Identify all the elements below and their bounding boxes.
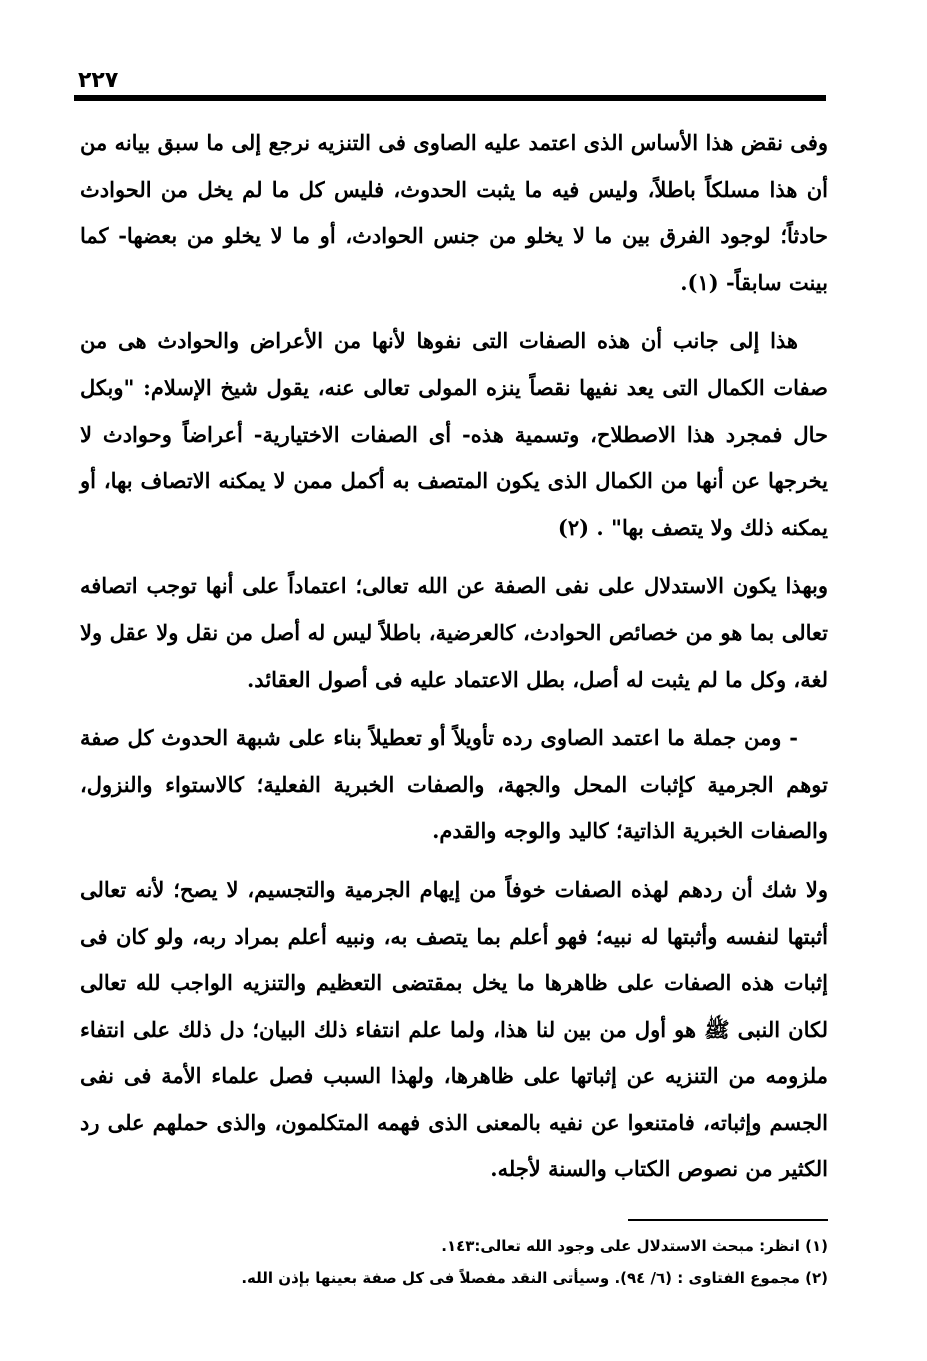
paragraph-1: وفى نقض هذا الأساس الذى اعتمد عليه الصاوى فى التنزيه نرجع إلى ما سبق بيانه من أن هذا مسلكاً باطلاً، وليس فيه ما يثبت الحدوث، فليس كل ما لم يخل من الحوادث حادثاً؛ لوجود الفرق بين ما لا يخلو من جنس الحوادث، أو ما لا يخلو من بعضها- كما بينت سابقاً- (١).: [80, 130, 828, 295]
paragraph-5: ولا شك أن ردهم لهذه الصفات خوفاً من إيهام الجرمية والتجسيم، لا يصح؛ لأنه تعالى أثبتها لنفسه وأثبتها له نبيه؛ فهو أعلم بما يتصف به، ونبيه أعلم بمراد ربه، ولو كان فى إثبات هذه الصفات على ظاهرها ما يخل بمقتضى التعظيم والتنزيه الواجب لله تعالى لكان النبى ﷺ هو أول من بين لنا هذا، ولما علم انتفاء ذلك البيان؛ دل ذلك على انتفاء ملزومه من التنزيه عن إثباتها على ظاهرها، ولهذا السبب فصل علماء الأمة فى نفى الجسم وإثباته، فامتنعوا عن نفيه بالمعنى الذى فهمه المتكلمون، والذى حملهم على رد الكثير من نصوص الكتاب والسنة لأجله.: [80, 876, 828, 1182]
page-number: ٢٢٧: [78, 68, 119, 93]
footnotes: [80, 1230, 828, 1294]
paragraph-4: - ومن جملة ما اعتمد الصاوى رده تأويلاً أو تعطيلاً بناء على شبهة الحدوث كل صفة توهم الجرمية كإثبات المحل والجهة، والصفات الخبرية الفعلية؛ كالاستواء والنزول، والصفات الخبرية الذاتية؛ كاليد والوجه والقدم.: [80, 725, 828, 844]
body-text: [80, 120, 828, 1205]
footnote-1: (١) انظر: مبحث الاستدلال على وجود الله تعالى:١٤٣.: [441, 1237, 828, 1255]
footnote-2: (٢) مجموع الفتاوى : (٦/ ٩٤). وسيأتى النقد مفصلاً فى كل صفة بعينها بإذن الله.: [241, 1269, 828, 1287]
header-rule: [74, 95, 826, 101]
paragraph-2: هذا إلى جانب أن هذه الصفات التى نفوها لأنها من الأعراض والحوادث هى من صفات الكمال التى يعد نفيها نقصاً ينزه المولى تعالى عنه، يقول شيخ الإسلام: "وبكل حال فمجرد هذا الاصطلاح، وتسمية هذه- أى الصفات الاختيارية- أعراضاً وحوادث لا يخرجها عن أنها من الكمال الذى يكون المتصف به أكمل ممن لا يمكنه الاتصاف بها، أو يمكنه ذلك ولا يتصف بها" . (٢): [80, 328, 828, 540]
paragraph-3: وبهذا يكون الاستدلال على نفى الصفة عن الله تعالى؛ اعتماداً على أنها توجب اتصافه تعالى بما هو من خصائص الحوادث، كالعرضية، باطلاً ليس له أصل من نقل ولا عقل ولا لغة، وكل ما لم يثبت له أصل، بطل الاعتماد عليه فى أصول العقائد.: [80, 573, 828, 692]
footnote-rule: [628, 1219, 828, 1221]
